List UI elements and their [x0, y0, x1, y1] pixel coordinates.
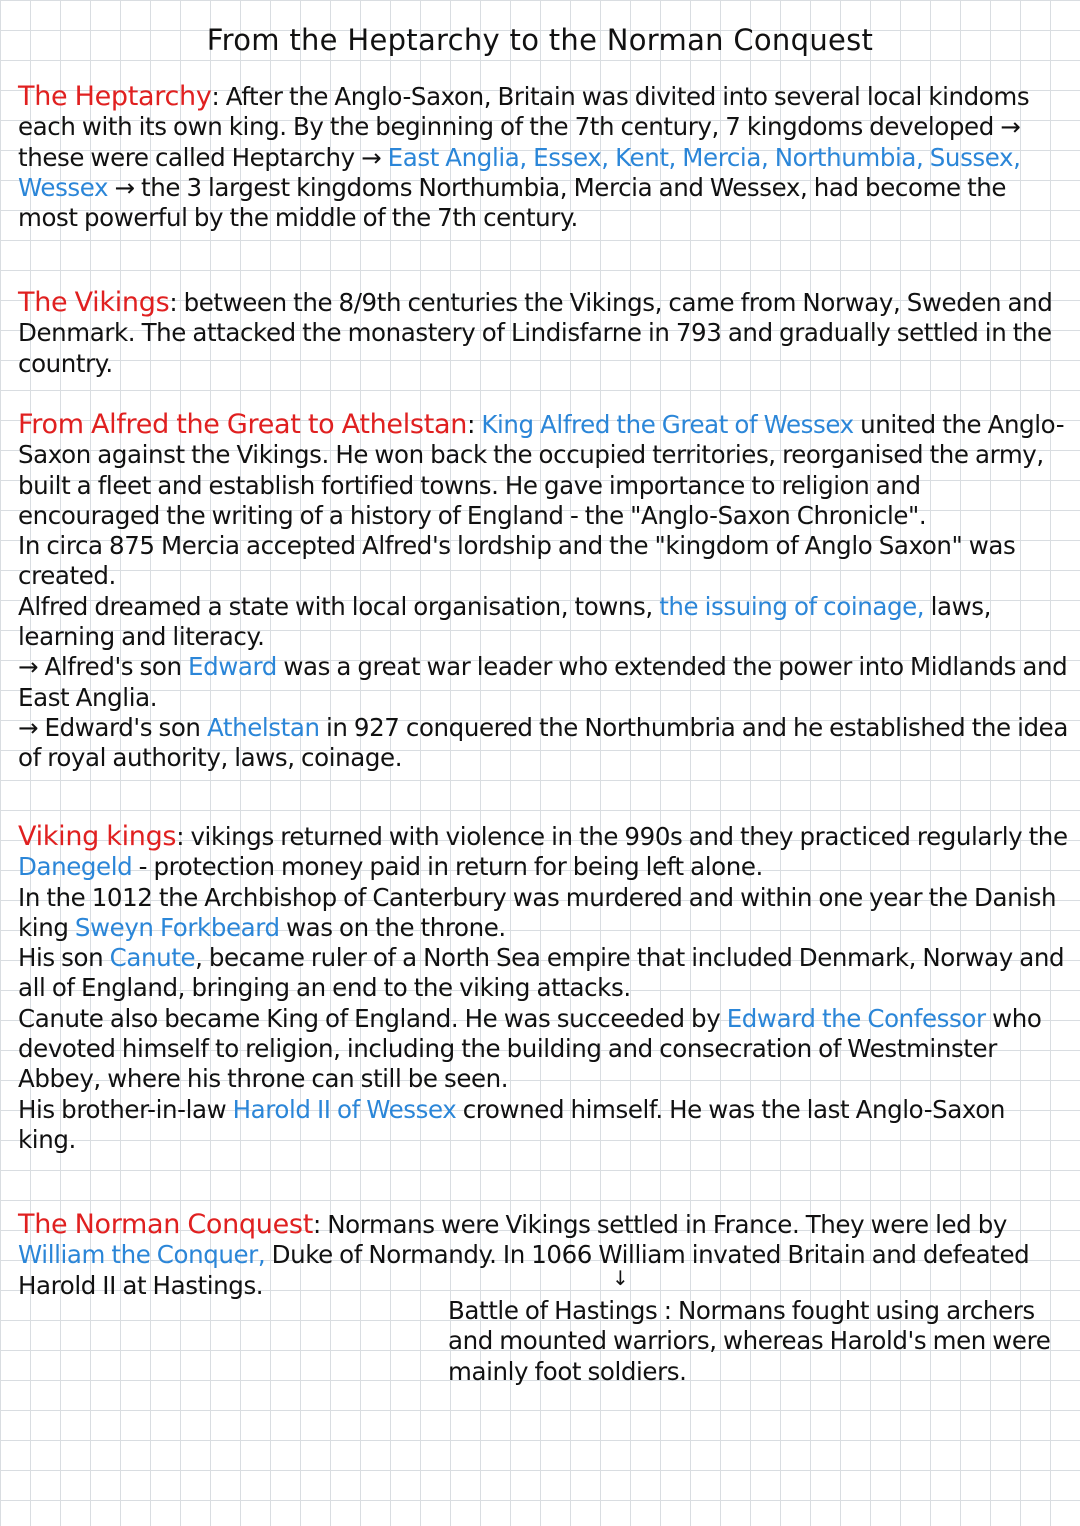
viking-kings-edward-confessor: Edward the Confessor: [726, 1003, 986, 1033]
viking-kings-text-10: crowned himself. He was the last Anglo-Saxon king.: [18, 1094, 1005, 1154]
heptarchy-paragraph: [18, 82, 1068, 233]
alfred-text-5: laws, learning and literacy.: [18, 591, 991, 652]
viking-kings-paragraph-2: [18, 883, 1068, 944]
viking-kings-harold: Harold II of Wessex: [232, 1094, 457, 1124]
vikings-heading: The Vikings: [18, 287, 170, 318]
section-heptarchy: [18, 82, 1068, 233]
alfred-text-4: Alfred dreamed a state with local organisation, towns,: [18, 591, 653, 621]
viking-kings-text-1: : vikings returned with violence in the 990s and they practiced regularly the: [176, 822, 1068, 851]
alfred-heading: From Alfred the Great to Athelstan: [18, 409, 468, 440]
alfred-athelstan: Athelstan: [206, 712, 320, 742]
alfred-paragraph-4: [18, 652, 1068, 713]
vikings-paragraph: [18, 288, 1068, 379]
norman-paragraph: [18, 1210, 1068, 1301]
viking-kings-text-6: , became ruler of a North Sea empire that included Denmark, Norway and all of England, bringing an end to the viking attacks.: [18, 943, 1065, 1003]
section-viking-kings: [18, 822, 1068, 1155]
alfred-paragraph-5: [18, 713, 1068, 774]
alfred-text-1: :: [467, 410, 475, 439]
viking-kings-text-5: His son: [18, 943, 104, 973]
viking-kings-text-9: His brother-in-law: [18, 1094, 227, 1124]
alfred-text-7: was a great war leader who extended the power into Midlands and East Anglia.: [18, 652, 1068, 712]
viking-kings-text-2: - protection money paid in return for being left alone.: [138, 852, 763, 882]
norman-william: William the Conquer,: [18, 1240, 266, 1270]
alfred-text-6: → Alfred's son: [18, 652, 182, 682]
viking-kings-paragraph-3: [18, 943, 1068, 1004]
section-alfred: [18, 410, 1068, 774]
viking-kings-heading: Viking kings: [18, 821, 177, 852]
viking-kings-text-8: who devoted himself to religion, including the building and consecration of Westminster Abbey, where his throne can still be seen.: [18, 1003, 1042, 1094]
viking-kings-text-4: was on the throne.: [286, 912, 506, 942]
heptarchy-kingdoms: East Anglia, Essex, Kent, Mercia, Northumbia, Sussex, Wessex: [18, 142, 1021, 202]
section-norman: [18, 1210, 1068, 1301]
viking-kings-paragraph-5: [18, 1095, 1068, 1156]
viking-kings-paragraph-4: [18, 1004, 1068, 1095]
heptarchy-heading: The Heptarchy: [18, 81, 212, 112]
viking-kings-text-3: In the 1012 the Archbishop of Canterbury was murdered and within one year the Danish king: [18, 882, 1057, 942]
alfred-paragraph-2: In circa 875 Mercia accepted Alfred's lordship and the "kingdom of Anglo Saxon" was created.: [18, 531, 1016, 591]
alfred-text-9: in 927 conquered the Northumbria and he established the idea of royal authority, laws, coinage.: [18, 712, 1068, 773]
alfred-text-8: → Edward's son: [18, 712, 201, 742]
battle-of-hastings-note: Battle of Hastings : Normans fought using archers and mounted warriors, whereas Harold's men were mainly foot soldiers.: [448, 1296, 1051, 1386]
down-arrow-icon: ↓: [612, 1266, 629, 1290]
alfred-text-2: united the Anglo-Saxon against the Vikings. He won back the occupied territories, reorganised the army, built a fleet and establish fortified towns. He gave importance to religion and encouraged the writing of a history of England - the "Anglo-Saxon Chronicle".: [18, 410, 1065, 530]
viking-kings-paragraph-1: [18, 822, 1068, 883]
norman-text-1: : Normans were Vikings settled in France. They were led by: [312, 1210, 1007, 1239]
heptarchy-text-2: → the 3 largest kingdoms Northumbia, Mercia and Wessex, had become the most powerful by the middle of the 7th century.: [18, 172, 1007, 233]
alfred-paragraph-1: [18, 410, 1068, 531]
norman-heading: The Norman Conquest: [18, 1209, 313, 1240]
section-vikings: [18, 288, 1068, 379]
viking-kings-danegeld: Danegeld: [18, 852, 133, 882]
viking-kings-sweyn: Sweyn Forkbeard: [74, 912, 280, 942]
alfred-edward: Edward: [188, 652, 277, 682]
norman-text-2: Duke of Normandy. In 1066 William invated Britain and defeated Harold II at Hastings.: [18, 1240, 1030, 1300]
alfred-paragraph-3: [18, 592, 1068, 653]
viking-kings-text-7: Canute also became King of England. He was succeeded by: [18, 1003, 721, 1033]
vikings-text-1: : between the 8/9th centuries the Vikings, came from Norway, Sweden and Denmark. The attacked the monastery of Lindisfarne in 793 and gradually settled in the country.: [18, 288, 1053, 378]
page-title: From the Heptarchy to the Norman Conquest: [206, 23, 874, 57]
alfred-coinage: the issuing of coinage,: [659, 591, 925, 621]
viking-kings-canute: Canute: [109, 943, 196, 973]
alfred-king: King Alfred the Great of Wessex: [481, 410, 854, 439]
heptarchy-text-1: : After the Anglo-Saxon, Britain was divited into several local kindoms each with its own king. By the beginning of the 7th century, 7 kingdoms developed → these were called Heptarchy →: [18, 82, 1030, 172]
